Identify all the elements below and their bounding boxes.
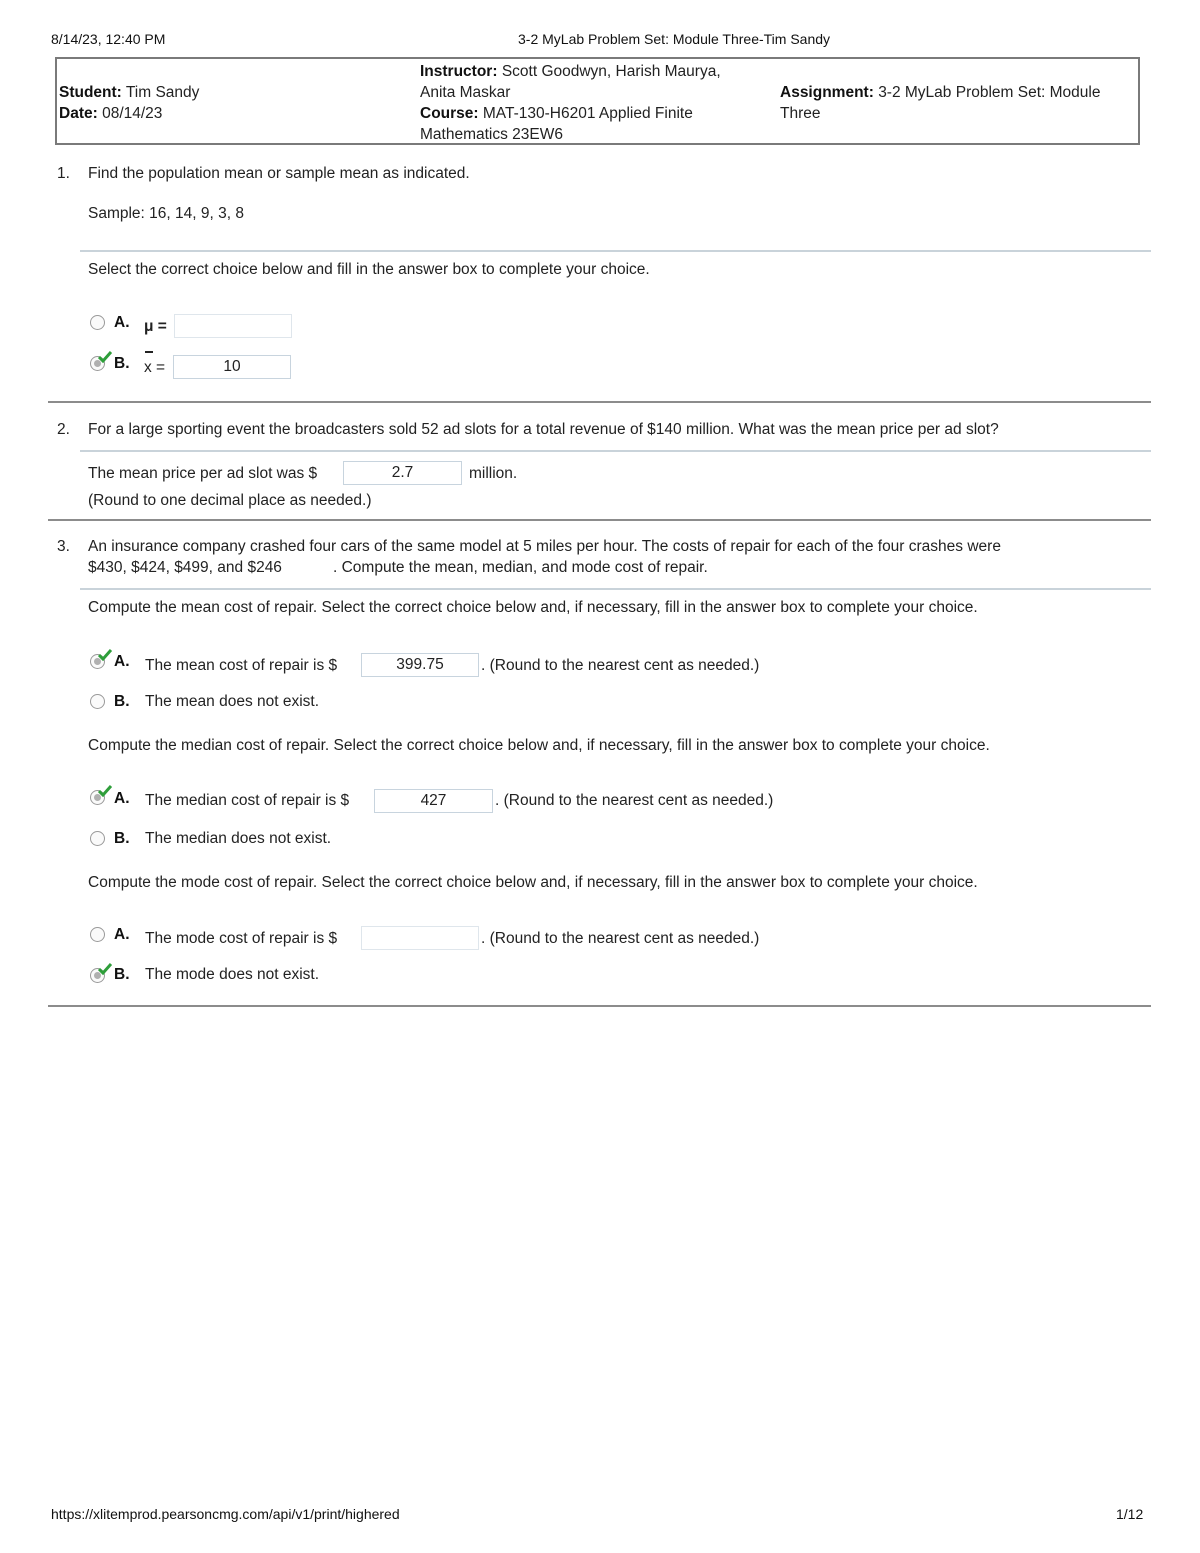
date-label: Date: xyxy=(59,105,98,122)
q3-median-option-b-text: The median does not exist. xyxy=(145,830,332,847)
q3-mode-option-b-text: The mode does not exist. xyxy=(145,966,320,983)
q1-option-a-symbol xyxy=(144,318,167,336)
q3-median-option-a-suffix: . (Round to the nearest cent as needed.) xyxy=(495,792,774,809)
print-title: 3-2 MyLab Problem Set: Module Three-Tim Sandy xyxy=(518,31,831,47)
instructor-value-cont: Anita Maskar xyxy=(420,84,511,101)
course-value: MAT-130-H6201 Applied Finite xyxy=(482,105,693,122)
q3-prompt-line1: An insurance company crashed four cars of the same model at 5 miles per hour. The costs of repair for each of the four crashes were xyxy=(88,538,1001,555)
instructor-value: Scott Goodwyn, Harish Maurya, xyxy=(501,63,721,80)
q3-prompt-line2: . Compute the mean, median, and mode cost of repair. xyxy=(333,559,708,576)
q1-option-b-symbol: x = xyxy=(144,359,166,376)
q3-mean-option-a-letter: A. xyxy=(114,653,130,670)
q1-option-b-letter: B. xyxy=(114,355,130,372)
checkmark-icon xyxy=(98,351,112,363)
assignment-info-box xyxy=(55,57,1140,145)
print-datetime: 8/14/23, 12:40 PM xyxy=(51,31,166,47)
assignment-row xyxy=(780,82,1100,103)
checkmark-icon xyxy=(98,785,112,797)
q1-option-a-answer-box[interactable] xyxy=(174,314,292,338)
date-row xyxy=(59,103,162,124)
q2-answer-suffix: million. xyxy=(469,465,518,482)
q2-answer-box[interactable]: 2.7 xyxy=(343,461,462,485)
q3-mean-option-b-letter: B. xyxy=(114,693,130,710)
assignment-label: Assignment: xyxy=(780,84,874,101)
q3-mode-option-a-suffix: . (Round to the nearest cent as needed.) xyxy=(481,930,760,947)
assignment-value: 3-2 MyLab Problem Set: Module xyxy=(878,84,1101,101)
date-value: 08/14/23 xyxy=(102,105,163,122)
q1-instruction: Select the correct choice below and fill in the answer box to complete your choice. xyxy=(88,261,650,278)
q3-mode-option-a-radio[interactable] xyxy=(90,927,105,942)
student-row xyxy=(59,82,199,103)
course-value-cont: Mathematics 23EW6 xyxy=(420,126,563,143)
q3-median-option-a-prefix: The median cost of repair is $ xyxy=(145,792,350,809)
q3-mean-option-a-suffix: . (Round to the nearest cent as needed.) xyxy=(481,657,760,674)
q2-prompt: For a large sporting event the broadcasters sold 52 ad slots for a total revenue of $140 million. What was the mean price per ad slot? xyxy=(88,421,999,438)
q3-mean-option-a-prefix: The mean cost of repair is $ xyxy=(145,657,338,674)
q2-number: 2. xyxy=(57,421,70,438)
q3-mean-option-b-radio[interactable] xyxy=(90,694,105,709)
q3-mean-answer-box[interactable]: 399.75 xyxy=(361,653,479,677)
q1-prompt: Find the population mean or sample mean as indicated. xyxy=(88,165,470,182)
q3-divider xyxy=(80,588,1151,590)
instructor-label: Instructor: xyxy=(420,63,498,80)
q3-median-option-a-letter: A. xyxy=(114,790,130,807)
q3-median-instruction: Compute the median cost of repair. Select the correct choice below and, if necessary, fill in the answer box to complete your choice. xyxy=(88,737,990,754)
checkmark-icon xyxy=(98,963,112,975)
xbar-overline xyxy=(145,351,153,353)
q2-divider xyxy=(80,450,1151,452)
mu-symbol: μ = xyxy=(144,318,167,335)
q2-rounding-note: (Round to one decimal place as needed.) xyxy=(88,492,372,509)
q3-mode-instruction: Compute the mode cost of repair. Select the correct choice below and, if necessary, fill in the answer box to complete your choice. xyxy=(88,874,978,891)
q2-end-divider xyxy=(48,519,1151,521)
student-value: Tim Sandy xyxy=(125,84,200,101)
q3-mode-option-a-prefix: The mode cost of repair is $ xyxy=(145,930,338,947)
course-row xyxy=(420,103,693,124)
course-label: Course: xyxy=(420,105,479,122)
assignment-value-cont: Three xyxy=(780,105,821,122)
q1-divider xyxy=(80,250,1151,252)
q2-answer-prefix: The mean price per ad slot was $ xyxy=(88,465,318,482)
q3-mode-answer-box[interactable] xyxy=(361,926,479,950)
q1-number: 1. xyxy=(57,165,70,182)
q1-sample: Sample: 16, 14, 9, 3, 8 xyxy=(88,205,244,222)
page-number: 1/12 xyxy=(1116,1506,1144,1522)
q3-prompt-costs: $430, $424, $499, and $246 xyxy=(88,559,282,576)
q3-number: 3. xyxy=(57,538,70,555)
q3-median-option-b-letter: B. xyxy=(114,830,130,847)
q3-median-answer-box[interactable]: 427 xyxy=(374,789,493,813)
q1-option-a-radio[interactable] xyxy=(90,315,105,330)
q3-mode-option-b-letter: B. xyxy=(114,966,130,983)
q3-end-divider xyxy=(48,1005,1151,1007)
q1-end-divider xyxy=(48,401,1151,403)
q3-mean-option-b-text: The mean does not exist. xyxy=(145,693,320,710)
q3-median-option-b-radio[interactable] xyxy=(90,831,105,846)
q3-mean-instruction: Compute the mean cost of repair. Select the correct choice below and, if necessary, fill in the answer box to complete your choice. xyxy=(88,599,978,616)
q1-option-a-letter: A. xyxy=(114,314,130,331)
student-label: Student: xyxy=(59,84,122,101)
checkmark-icon xyxy=(98,649,112,661)
q3-mode-option-a-letter: A. xyxy=(114,926,130,943)
print-url: https://xlitemprod.pearsoncmg.com/api/v1/print/highered xyxy=(51,1506,400,1522)
q1-option-b-answer-box[interactable]: 10 xyxy=(173,355,291,379)
instructor-row xyxy=(420,61,721,82)
